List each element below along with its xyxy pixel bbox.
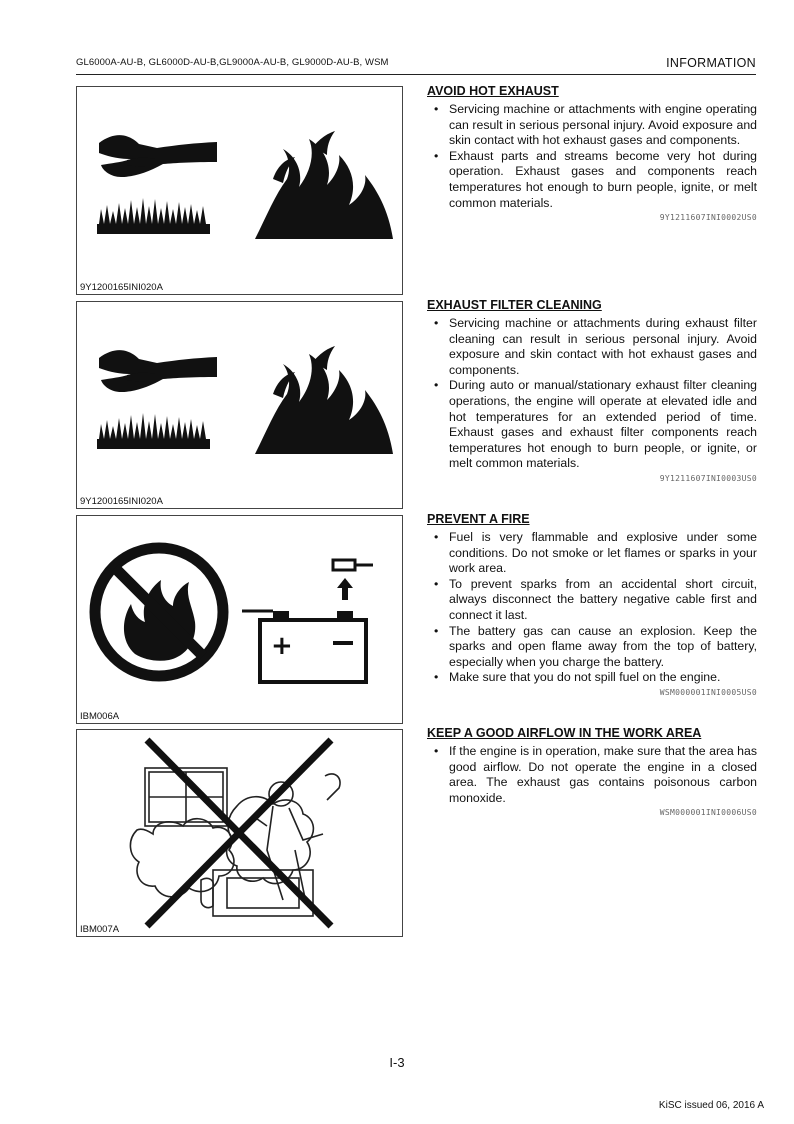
svg-text:+: + xyxy=(271,631,293,661)
list-item: • If the engine is in operation, make sure that the area has good airflow. Do not operate the engine in a closed area. The exhaust gas contains poisonous carbon monoxide. xyxy=(427,744,757,806)
bullet-list xyxy=(427,316,757,472)
section-heading: AVOID HOT EXHAUST xyxy=(427,84,559,98)
header-divider xyxy=(76,74,756,75)
document-code: WSM000001INI0005US0 xyxy=(659,687,757,697)
document-models: GL6000A-AU-B, GL6000D-AU-B,GL9000A-AU-B, GL9000D-AU-B, WSM xyxy=(76,57,389,68)
figure-code: IBM006A xyxy=(80,711,120,722)
list-item: • During auto or manual/stationary exhaust filter cleaning operations, the engine will operate at elevated idle and hot temperatures for an extended period of time. Exhaust gases and exhaust filter components reach temperatures hot enough to burn people, or ignite, or melt common materials. xyxy=(427,378,757,472)
figure-code: 9Y1200165INI020A xyxy=(80,282,163,293)
crossed-out-engine-indoors-icon xyxy=(77,730,404,938)
bullet-list xyxy=(427,744,757,806)
document-code: 9Y1211607INI0003US0 xyxy=(659,473,757,483)
section-heading: KEEP A GOOD AIRFLOW IN THE WORK AREA xyxy=(427,726,702,740)
list-item: • Fuel is very flammable and explosive under some conditions. Do not smoke or let flames or sparks in your work area. xyxy=(427,530,757,577)
page-number: I-3 xyxy=(389,1055,405,1070)
hot-surface-and-flame-icon xyxy=(77,87,404,296)
figure-prevent-a-fire xyxy=(76,515,403,724)
issue-footer: KiSC issued 06, 2016 A xyxy=(658,1100,764,1111)
bullet-list xyxy=(427,530,757,686)
figure-code: 9Y1200165INI020A xyxy=(80,496,163,507)
section-keep-good-airflow xyxy=(427,726,757,817)
section-heading: PREVENT A FIRE xyxy=(427,512,530,526)
document-code: WSM000001INI0006US0 xyxy=(659,808,757,818)
list-item: • Make sure that you do not spill fuel on the engine. xyxy=(427,670,757,686)
figure-exhaust-filter-cleaning xyxy=(76,301,403,509)
section-title: INFORMATION xyxy=(666,56,756,70)
section-heading: EXHAUST FILTER CLEANING xyxy=(427,298,602,312)
list-item: • Servicing machine or attachments during exhaust filter cleaning can result in serious personal injury. Avoid exposure and skin contact with hot exhaust gases and components. xyxy=(427,316,757,378)
section-exhaust-filter-cleaning xyxy=(427,298,757,483)
figure-avoid-hot-exhaust xyxy=(76,86,403,295)
bullet-list xyxy=(427,102,757,211)
list-item: • The battery gas can cause an explosion. Keep the sparks and open flame away from the top of battery, especially when you charge the battery. xyxy=(427,624,757,671)
list-item: • Exhaust parts and streams become very hot during operation. Exhaust gases and components reach temperatures hot enough to burn people, ignite, or melt common materials. xyxy=(427,149,757,211)
section-prevent-a-fire xyxy=(427,512,757,697)
list-item: • To prevent sparks from an accidental short circuit, always disconnect the battery negative cable first and connect it last. xyxy=(427,577,757,624)
document-code: 9Y1211607INI0002US0 xyxy=(659,213,757,223)
figure-code: IBM007A xyxy=(80,924,120,935)
list-item: • Servicing machine or attachments with engine operating can result in serious personal injury. Avoid exposure and skin contact with hot exhaust gases and components. xyxy=(427,102,757,149)
hot-surface-and-flame-icon xyxy=(77,302,404,510)
figure-airflow xyxy=(76,729,403,937)
no-fire-and-battery-icon xyxy=(77,516,404,725)
section-avoid-hot-exhaust xyxy=(427,84,757,222)
